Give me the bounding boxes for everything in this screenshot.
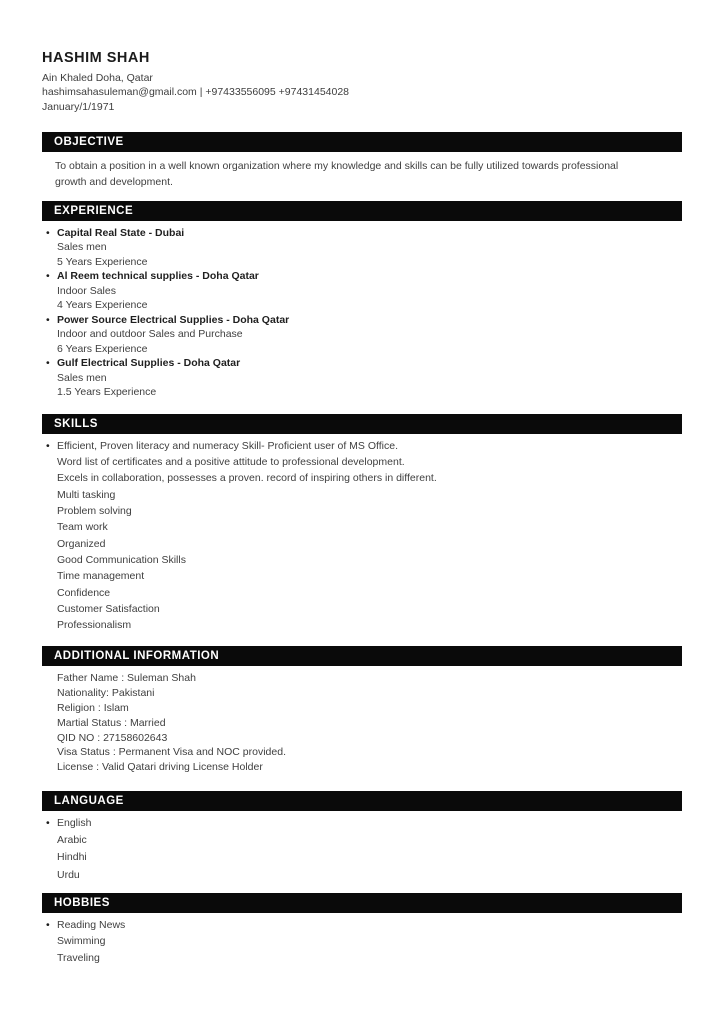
language-text: English: [57, 817, 92, 830]
bullet-icon: •: [46, 357, 50, 370]
additional-information-item: Nationality: Pakistani: [57, 687, 155, 700]
skill-item: [42, 454, 682, 470]
bullet-icon: •: [46, 918, 50, 931]
hobby-item: [42, 917, 682, 933]
experience-company: Al Reem technical supplies - Doha Qatar: [57, 270, 259, 283]
hobby-text: Reading News: [57, 918, 126, 931]
skill-text: Time management: [57, 570, 145, 583]
skill-text: Efficient, Proven literacy and numeracy Skill- Proficient user of MS Office.: [57, 439, 398, 452]
skill-text: Word list of certificates and a positive attitude to professional development.: [57, 456, 405, 469]
skill-text: Confidence: [57, 586, 111, 599]
skill-item: [42, 519, 682, 535]
section-language: [42, 791, 682, 884]
experience-role: Sales men: [57, 241, 107, 254]
experience-company: Gulf Electrical Supplies - Doha Qatar: [57, 357, 241, 370]
additional-information-item: QID NO : 27158602643: [57, 731, 168, 744]
experience-role: Indoor Sales: [57, 284, 116, 297]
language-text: Urdu: [57, 868, 80, 881]
skill-item: [42, 568, 682, 584]
additional-information-item: Religion : Islam: [57, 702, 129, 715]
skill-text: Multi tasking: [57, 488, 116, 501]
additional-information-item: Visa Status : Permanent Visa and NOC provided.: [57, 746, 286, 759]
section-header-hobbies: HOBBIES: [42, 893, 682, 913]
additional-information-item: Martial Status : Married: [57, 716, 166, 729]
additional-information-item: License : Valid Qatari driving License Holder: [57, 761, 263, 774]
section-skills: [42, 414, 682, 634]
section-header-objective: OBJECTIVE: [42, 132, 682, 152]
hobby-text: Swimming: [57, 935, 106, 948]
hobby-text: Traveling: [57, 951, 100, 964]
experience-company: Power Source Electrical Supplies - Doha Qatar: [57, 313, 290, 326]
language-text: Hindhi: [57, 851, 87, 864]
bullet-icon: •: [46, 439, 50, 452]
language-item: [42, 815, 682, 832]
skill-text: Excels in collaboration, possesses a proven. record of inspiring others in different.: [57, 472, 437, 485]
experience-item: [42, 356, 682, 400]
skill-text: Customer Satisfaction: [57, 602, 160, 615]
bullet-icon: •: [46, 817, 50, 830]
section-header-additional-information: ADDITIONAL INFORMATION: [42, 646, 682, 666]
experience-item: [42, 226, 682, 270]
skill-text: Organized: [57, 537, 106, 550]
experience-company-row: [42, 226, 682, 241]
additional-information-list: [42, 671, 682, 775]
hobby-item: [42, 950, 682, 966]
language-text: Arabic: [57, 834, 87, 847]
section-hobbies: [42, 893, 682, 966]
hobby-item: [42, 933, 682, 949]
skill-item: [42, 470, 682, 486]
language-list: [42, 815, 682, 884]
skill-item: [42, 487, 682, 503]
skill-item: [42, 617, 682, 633]
resume-header: [42, 50, 682, 114]
person-name: HASHIM SHAH: [42, 50, 150, 66]
section-objective: [42, 132, 682, 191]
experience-item: [42, 313, 682, 357]
section-header-experience: EXPERIENCE: [42, 201, 682, 221]
skill-item: [42, 536, 682, 552]
skill-text: Professionalism: [57, 619, 132, 632]
section-header-language: LANGUAGE: [42, 791, 682, 811]
experience-duration: 5 Years Experience: [57, 255, 148, 268]
section-header-skills: SKILLS: [42, 414, 682, 434]
section-additional-information: [42, 646, 682, 775]
bullet-icon: •: [46, 270, 50, 283]
experience-role: Sales men: [57, 371, 107, 384]
skill-item: [42, 503, 682, 519]
experience-list: [42, 226, 682, 400]
bullet-icon: •: [46, 226, 50, 239]
skill-item: [42, 552, 682, 568]
contact-line: hashimsahasuleman@gmail.com | +97433556095 +97431454028: [42, 86, 350, 99]
skill-item: [42, 601, 682, 617]
birth-date-line: January/1/1971: [42, 100, 115, 113]
skill-item: [42, 438, 682, 454]
experience-item: [42, 269, 682, 313]
skill-text: Team work: [57, 521, 108, 534]
hobbies-list: [42, 917, 682, 966]
experience-company-row: [42, 269, 682, 284]
additional-information-item: Father Name : Suleman Shah: [57, 672, 196, 685]
experience-company: Capital Real State - Dubai: [57, 226, 185, 239]
skill-text: Problem solving: [57, 505, 132, 518]
language-item: [42, 849, 682, 866]
skill-item: [42, 585, 682, 601]
language-item: [42, 832, 682, 849]
experience-company-row: [42, 313, 682, 328]
bullet-icon: •: [46, 313, 50, 326]
skill-text: Good Communication Skills: [57, 553, 186, 566]
objective-text: To obtain a position in a well known organization where my knowledge and skills can be fully utilized towards professional growth and development.: [55, 159, 619, 189]
address-line: Ain Khaled Doha, Qatar: [42, 72, 153, 84]
experience-duration: 6 Years Experience: [57, 342, 148, 355]
language-item: [42, 867, 682, 884]
experience-company-row: [42, 356, 682, 371]
experience-duration: 1.5 Years Experience: [57, 386, 157, 399]
section-experience: [42, 201, 682, 400]
skills-list: [42, 438, 682, 634]
experience-role: Indoor and outdoor Sales and Purchase: [57, 328, 243, 341]
experience-duration: 4 Years Experience: [57, 299, 148, 312]
